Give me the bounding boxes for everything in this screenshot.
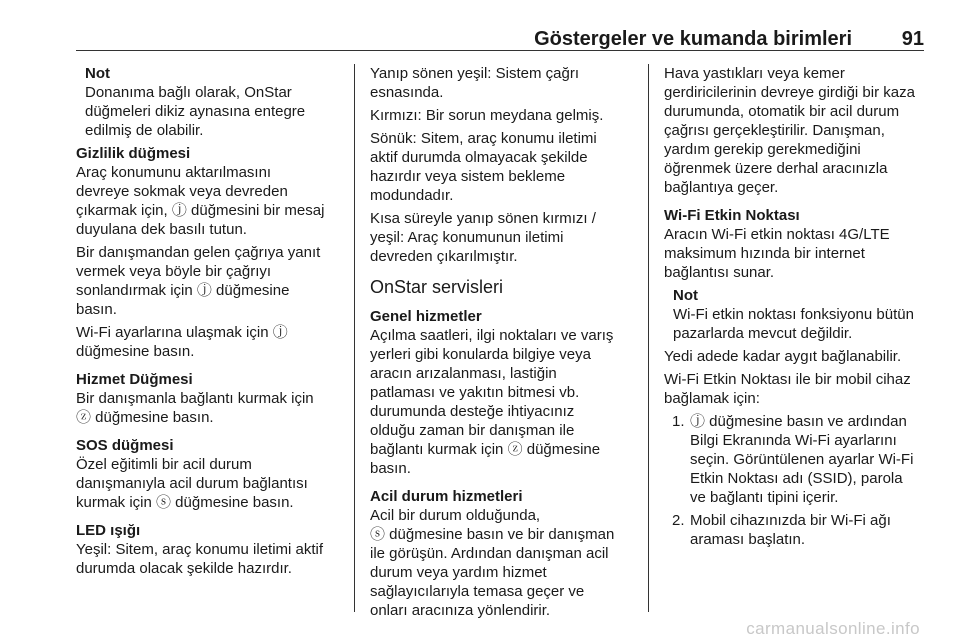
page-header — [76, 28, 924, 52]
watermark: carmanualsonline.info — [746, 619, 920, 638]
note-box — [76, 64, 344, 140]
list-item — [664, 412, 930, 507]
wifi-hotspot-paragraph: Aracın Wi-Fi etkin noktası 4G/LTE maksimum hızında bir internet bağlantısı sunar. — [664, 226, 890, 281]
general-services-paragraph: Açılma saatleri, ilgi noktaları ve varış yerleri gibi konularda bilgiye veya aracın arızalanması, lastiğin patlaması ve yakıtın bitmesi vb. durumunda desteğe ihtiyacınız olduğu zaman bir danışman ile bağlantı kurmak için ⓩ düğmesine basın. — [370, 327, 614, 477]
list-item — [664, 511, 930, 549]
list-item-text: Mobil cihazınızda bir Wi-Fi ağı araması başlatın. — [690, 512, 891, 548]
general-services-heading: Genel hizmetler — [370, 308, 482, 325]
led-blinking-green: Yanıp sönen yeşil: Sistem çağrı esnasında. — [370, 65, 579, 101]
list-item-number: 2. — [672, 512, 685, 529]
page-number: 91 — [901, 28, 924, 50]
service-button-heading: Hizmet Düğmesi — [76, 371, 193, 388]
header-divider — [76, 50, 924, 51]
led-red: Kırmızı: Bir sorun meydana gelmiş. — [370, 107, 604, 124]
privacy-button-heading: Gizlilik düğmesi — [76, 145, 191, 162]
page-title: Göstergeler ve kumanda birimleri — [534, 28, 852, 50]
airbag-paragraph: Hava yastıkları veya kemer gerdiricilerinin devreye girdiği bir kaza durumunda, otomatik bir acil durum çağrısı gerçekleştirilir. Danışman, yardım gerekip gerekmediğini öğrenmek üzere derhal aracınızla bağlantıya geçer. — [664, 65, 915, 196]
privacy-paragraph-2: Bir danışmandan gelen çağrıya yanıt vermek veya böyle bir çağrıyı sonlandırmak için ⓙ düğmesine basın. — [76, 244, 321, 318]
sos-paragraph: Özel eğitimli bir acil durum danışmanıyla acil durum bağlantısı kurmak için ⓢ düğmesine basın. — [76, 456, 308, 511]
column-3 — [664, 64, 930, 553]
led-heading: LED ışığı — [76, 522, 141, 539]
column-2 — [370, 64, 640, 624]
led-short-blink: Kısa süreyle yanıp sönen kırmızı / yeşil: Araç konumunun iletimi devreden çıkarılmıştır. — [370, 210, 596, 265]
column-1 — [76, 64, 344, 582]
led-off: Sönük: Sitem, araç konumu iletimi aktif durumda olmayacak şekilde hazırdır veya sistem bekleme modundadır. — [370, 130, 597, 204]
connect-intro-paragraph: Wi-Fi Etkin Noktası ile bir mobil cihaz bağlamak için: — [664, 371, 911, 407]
section-title: OnStar servisleri — [370, 277, 504, 297]
note-body: Wi-Fi etkin noktası fonksiyonu bütün pazarlarda mevcut değildir. — [673, 306, 914, 342]
privacy-paragraph-3: Wi-Fi ayarlarına ulaşmak için ⓙ düğmesine basın. — [76, 324, 288, 360]
wifi-hotspot-heading: Wi-Fi Etkin Noktası — [664, 207, 800, 224]
note-title: Not — [85, 65, 110, 82]
device-count-paragraph: Yedi adede kadar aygıt bağlanabilir. — [664, 348, 902, 365]
emergency-services-paragraph: Acil bir durum olduğunda, ⓢ düğmesine basın ve bir danışman ile görüşün. Ardından danışman acil durum veya yardım hizmet sağlayıcılarıyla temasa geçer ve onları aracınıza yönlendirir. — [370, 507, 615, 619]
privacy-paragraph-1: Araç konumunu aktarılmasını devreye sokmak veya devreden çıkarmak için, ⓙ düğmesini bir mesaj duyulana dek basılı tutun. — [76, 164, 325, 238]
led-paragraph: Yeşil: Sitem, araç konumu iletimi aktif durumda olacak şekilde hazırdır. — [76, 541, 324, 577]
list-item-number: 1. — [672, 413, 685, 430]
note-body: Donanıma bağlı olarak, OnStar düğmeleri dikiz aynasına entegre edilmiş de olabilir. — [85, 84, 306, 139]
service-paragraph: Bir danışmanla bağlantı kurmak için ⓩ düğmesine basın. — [76, 390, 314, 426]
emergency-services-heading: Acil durum hizmetleri — [370, 488, 523, 505]
list-item-text: ⓙ düğmesine basın ve ardından Bilgi Ekranında Wi-Fi ayarlarını seçin. Görüntülenen ayarlar Wi-Fi Etkin Noktası adı (SSID), parola ve bağlantı tipini içerir. — [690, 413, 914, 506]
column-divider-2 — [648, 64, 649, 612]
note-box — [664, 286, 930, 343]
column-divider-1 — [354, 64, 355, 612]
sos-button-heading: SOS düğmesi — [76, 437, 174, 454]
note-title: Not — [673, 287, 698, 304]
